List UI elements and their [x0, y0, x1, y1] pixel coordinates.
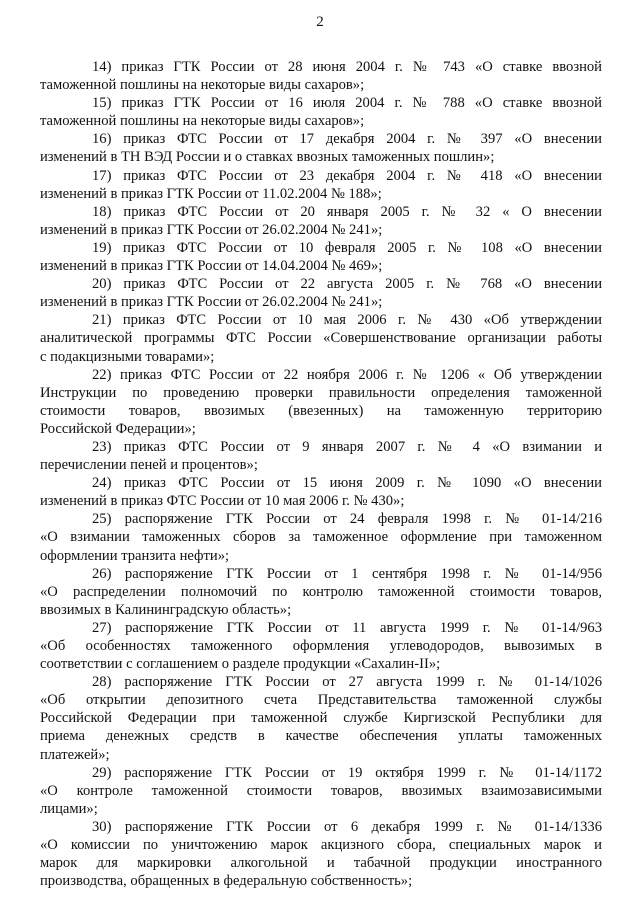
text-line: 25) распоряжение ГТК России от 24 февраля 1998 г. № 01-14/216	[92, 511, 602, 528]
text-line: Российской Федерации при таможенной службе Киргизской Республики для	[40, 710, 602, 727]
text-line: с подакцизными товарами»;	[40, 348, 215, 365]
text-line: стоимости товаров, ввозимых (ввезенных) на таможенную территорию	[40, 402, 602, 419]
text-line: «Об особенностях таможенного оформления углеводородов, вывозимых в	[40, 638, 602, 654]
text-line: изменений в приказ ФТС России от 10 мая 2006 г. № 430»;	[40, 493, 405, 510]
text-line: соответствии с соглашением о разделе продукции «Сахалин-II»;	[40, 656, 441, 673]
text-line: оформлении транзита нефти»;	[40, 547, 230, 564]
text-line: «О комиссии по уничтожению марок акцизного сбора, специальных марок и	[40, 837, 602, 854]
list-item	[40, 94, 602, 130]
list-item	[40, 818, 602, 890]
text-line: «О контроле таможенной стоимости товаров, ввозимых взаимозависимыми	[40, 782, 602, 799]
text-line: 16) приказ ФТС России от 17 декабря 2004 г. № 397 «О внесении	[92, 131, 602, 148]
list-item	[40, 673, 602, 763]
list-item	[40, 438, 602, 474]
text-line: 23) приказ ФТС России от 9 января 2007 г. № 4 «О взимании и	[92, 438, 602, 455]
text-line: изменений в ТН ВЭД России и о ставках ввозных таможенных пошлин»;	[40, 149, 495, 166]
text-line: аналитической программы ФТС России «Совершенствование организации работы	[40, 330, 602, 347]
list-item	[40, 130, 602, 166]
list-item	[40, 510, 602, 564]
text-line: изменений в приказ ГТК России от 14.04.2004 № 469»;	[40, 258, 383, 275]
text-line: 17) приказ ФТС России от 23 декабря 2004 г. № 418 «О внесении	[92, 167, 602, 184]
list-item	[40, 619, 602, 673]
text-line: приема денежных средств в качестве обеспечения уплаты таможенных	[40, 728, 602, 745]
text-line: 20) приказ ФТС России от 22 августа 2005 г. № 768 «О внесении	[92, 276, 602, 293]
text-line: «О распределении полномочий по контролю таможенной стоимости товаров,	[40, 583, 602, 600]
text-line: 18) приказ ФТС России от 20 января 2005 г. № 32 « О внесении	[92, 203, 602, 220]
text-line: 24) приказ ФТС России от 15 июня 2009 г. № 1090 «О внесении	[92, 475, 602, 492]
text-line: лицами»;	[40, 800, 98, 817]
text-line: изменений в приказ ГТК России от 11.02.2004 № 188»;	[40, 185, 382, 202]
text-line: таможенной пошлины на некоторые виды сахаров»;	[40, 77, 365, 94]
text-line: 14) приказ ГТК России от 28 июня 2004 г. № 743 «О ставке ввозной	[92, 59, 602, 75]
text-line: таможенной пошлины на некоторые виды сахаров»;	[40, 113, 365, 130]
text-line: изменений в приказ ГТК России от 26.02.2004 № 241»;	[40, 221, 383, 238]
text-line: 26) распоряжение ГТК России от 1 сентября 1998 г. № 01-14/956	[92, 565, 602, 582]
text-line: 22) приказ ФТС России от 22 ноября 2006 г. № 1206 « Об утверждении	[92, 366, 602, 383]
text-line: Инструкции по проведению проверки правильности определения таможенной	[40, 384, 602, 401]
text-line: «Об открытии депозитного счета Представительства таможенной службы	[40, 692, 602, 709]
text-line: 28) распоряжение ГТК России от 27 августа 1999 г. № 01-14/1026	[92, 674, 602, 691]
text-line: перечислении пеней и процентов»;	[40, 457, 258, 474]
list-item	[40, 58, 602, 94]
list-item	[40, 474, 602, 510]
text-line: 21) приказ ФТС России от 10 мая 2006 г. № 430 «Об утверждении	[92, 312, 602, 329]
text-line: 27) распоряжение ГТК России от 11 августа 1999 г. № 01-14/963	[92, 619, 602, 636]
list-item	[40, 275, 602, 311]
list-item	[40, 203, 602, 239]
list-item	[40, 311, 602, 365]
list-item	[40, 239, 602, 275]
text-line: производства, обращенных в федеральную собственность»;	[40, 873, 413, 890]
text-line: ввозимых в Калининградскую область»;	[40, 601, 292, 618]
text-line: 15) приказ ГТК России от 16 июля 2004 г. № 788 «О ставке ввозной	[92, 95, 602, 112]
text-line: 30) распоряжение ГТК России от 6 декабря 1999 г. № 01-14/1336	[92, 818, 602, 835]
text-line: 19) приказ ФТС России от 10 февраля 2005 г. № 108 «О внесении	[92, 239, 602, 256]
text-line: Российской Федерации»;	[40, 420, 196, 437]
list-item	[40, 366, 602, 438]
text-line: изменений в приказ ГТК России от 26.02.2004 № 241»;	[40, 294, 383, 311]
text-line: «О взимании таможенных сборов за таможенное оформление при таможенном	[40, 529, 602, 546]
text-line: марок для маркировки алкогольной и табачной продукции иностранного	[40, 855, 602, 872]
document-body	[40, 58, 602, 890]
page-number: 2	[316, 14, 324, 30]
list-item	[40, 565, 602, 619]
text-line: 29) распоряжение ГТК России от 19 октября 1999 г. № 01-14/1172	[92, 764, 602, 781]
list-item	[40, 764, 602, 818]
list-item	[40, 167, 602, 203]
text-line: платежей»;	[40, 746, 110, 763]
